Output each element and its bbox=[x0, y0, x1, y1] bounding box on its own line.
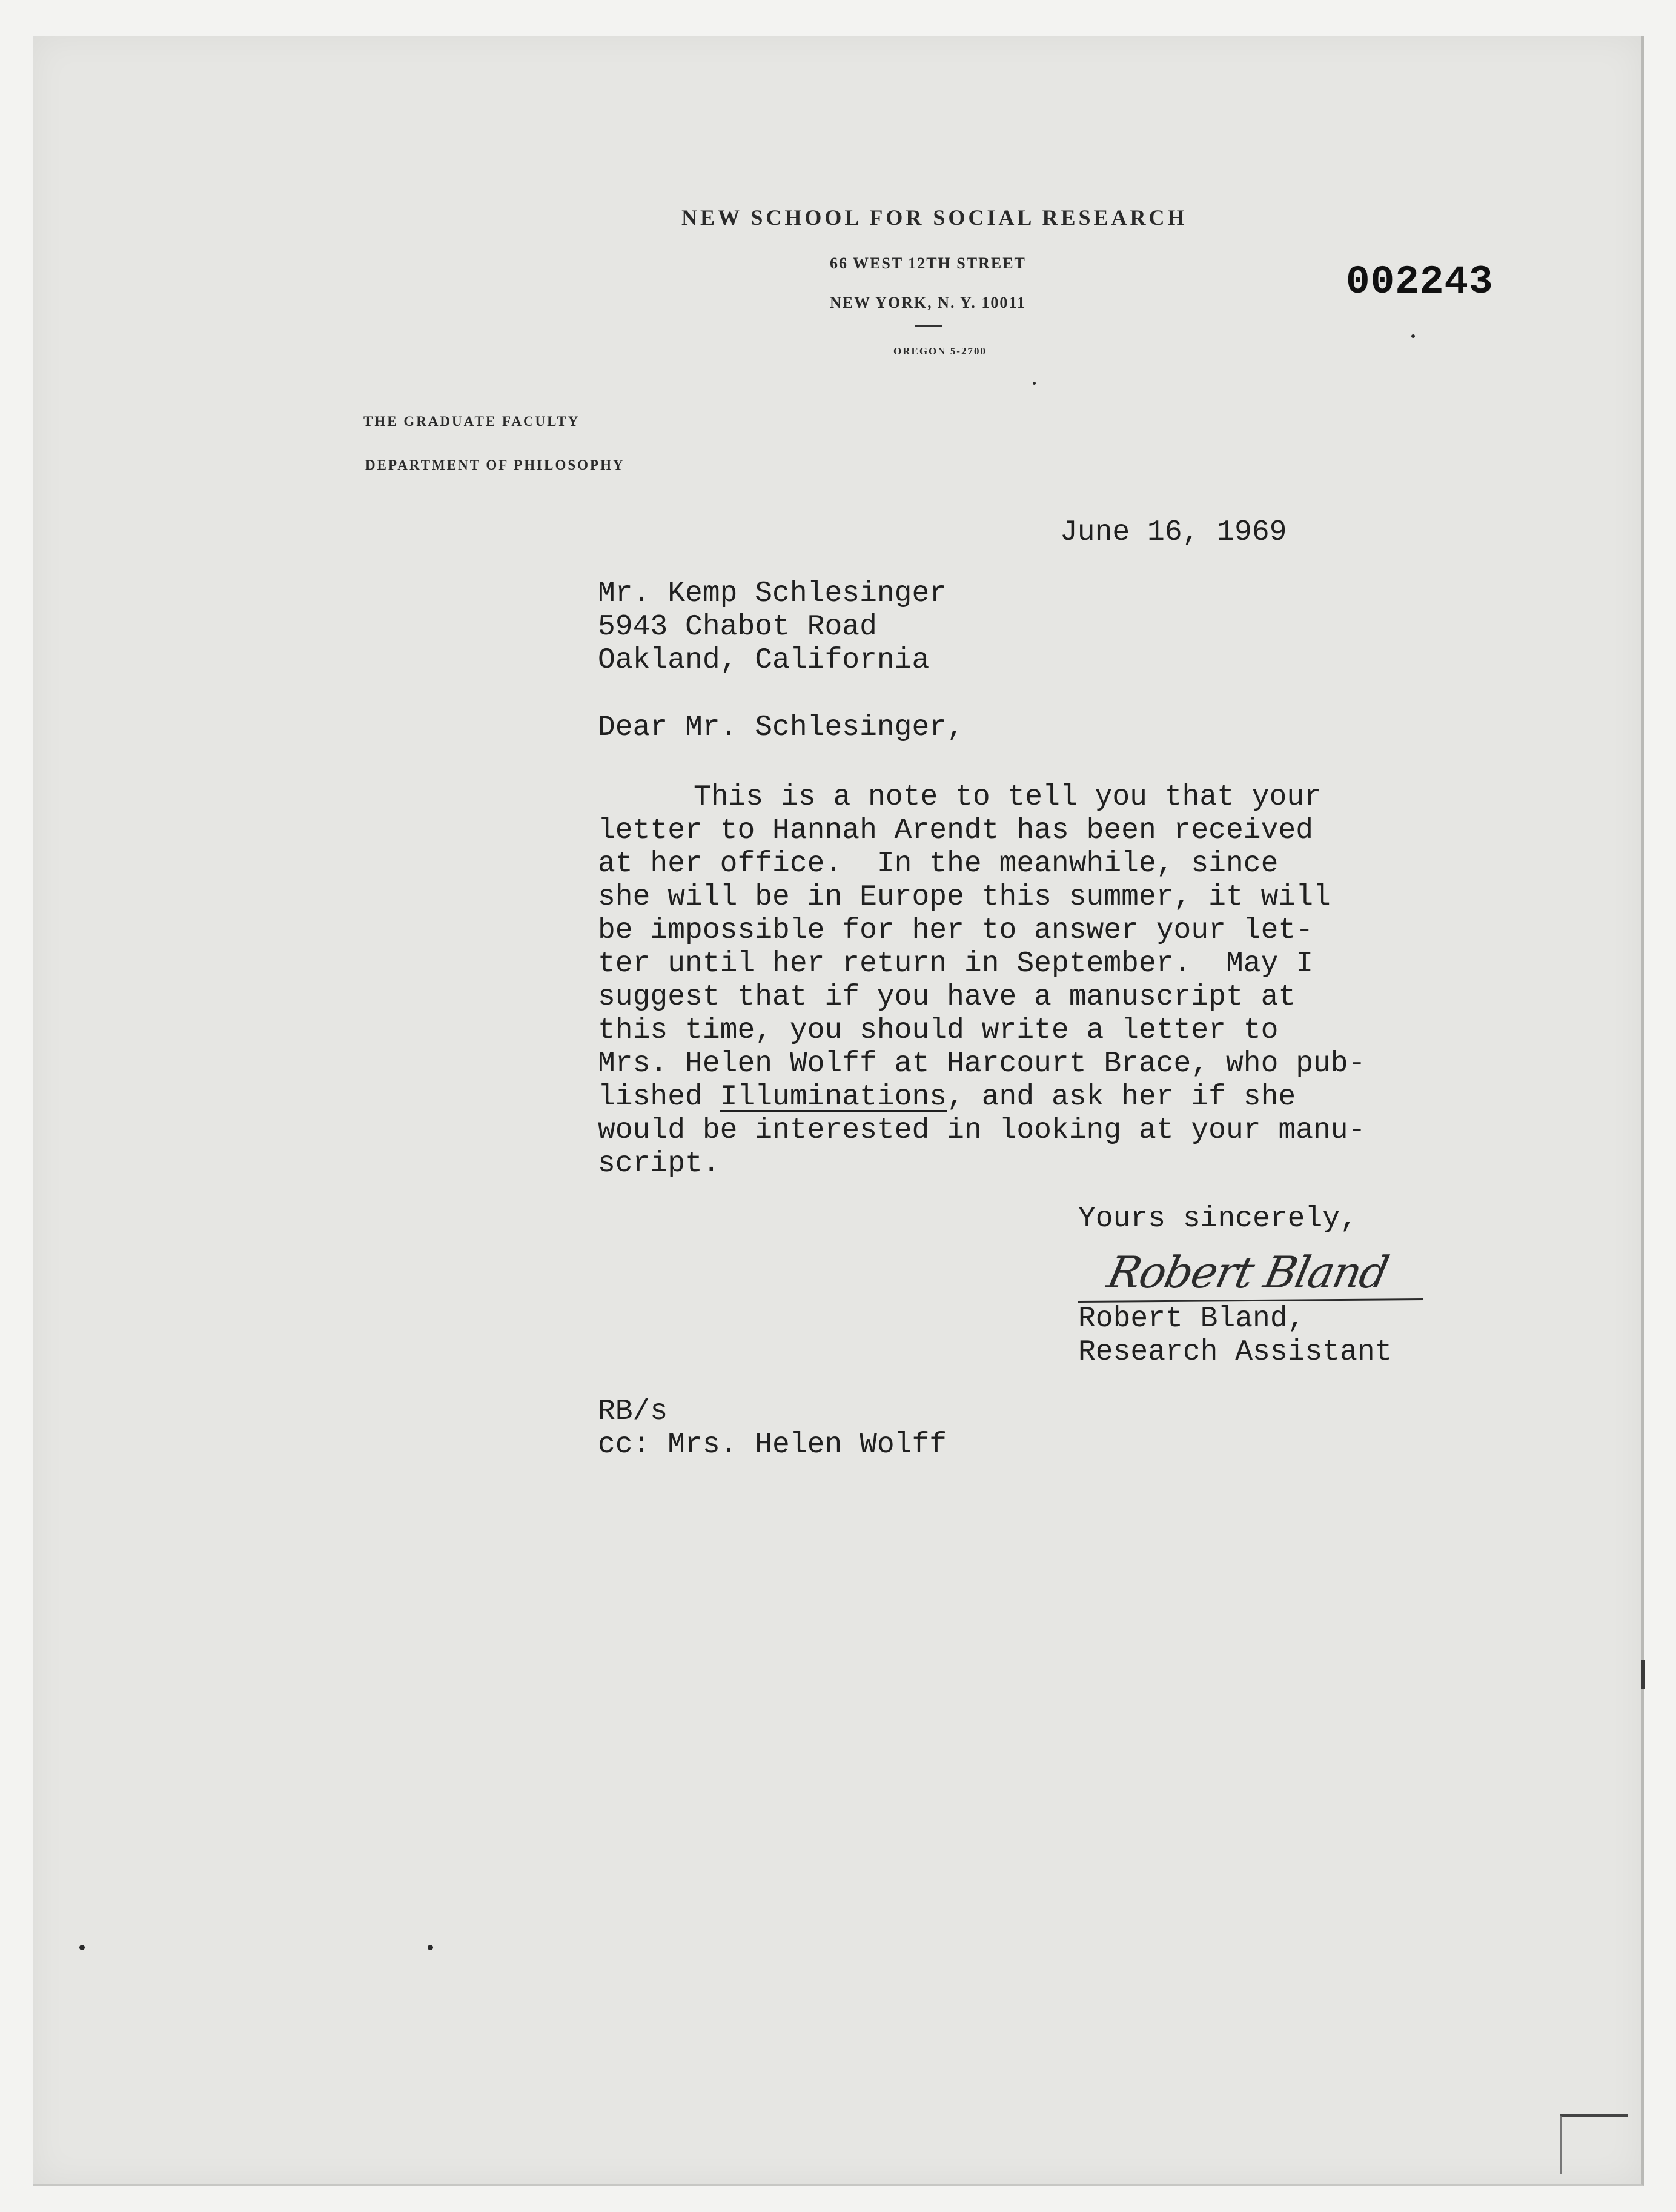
body-line bbox=[598, 1081, 1296, 1114]
body-text: lished bbox=[598, 1081, 720, 1114]
body-line: This is a note to tell you that your bbox=[694, 781, 1322, 814]
book-title-illuminations: Illuminations bbox=[720, 1081, 947, 1114]
salutation: Dear Mr. Schlesinger, bbox=[598, 711, 964, 744]
body-line: script. bbox=[598, 1148, 720, 1180]
body-line: ter until her return in September. May I bbox=[598, 948, 1313, 980]
letterhead-institution: NEW SCHOOL FOR SOCIAL RESEARCH bbox=[681, 205, 1188, 230]
body-line: at her office. In the meanwhile, since bbox=[598, 848, 1279, 880]
body-line: be impossible for her to answer your let- bbox=[598, 914, 1313, 947]
edge-mark bbox=[1641, 1660, 1645, 1689]
scan-speck bbox=[79, 1945, 85, 1950]
handwritten-signature: Robert Bland bbox=[1103, 1247, 1393, 1298]
recipient-city: Oakland, California bbox=[598, 644, 930, 677]
scan-speck bbox=[428, 1945, 433, 1950]
body-line: suggest that if you have a manuscript at bbox=[598, 981, 1296, 1014]
body-line: this time, you should write a letter to bbox=[598, 1014, 1279, 1047]
body-text: , and ask her if she bbox=[947, 1081, 1296, 1114]
letterhead-street: 66 WEST 12TH STREET bbox=[830, 254, 1026, 272]
letterhead-divider bbox=[915, 325, 942, 327]
letter-date: June 16, 1969 bbox=[1060, 516, 1287, 549]
typist-initials: RB/s bbox=[598, 1395, 668, 1428]
scan-speck bbox=[1411, 334, 1415, 338]
letterhead-city: NEW YORK, N. Y. 10011 bbox=[830, 294, 1026, 311]
document-number-stamp: 002243 bbox=[1346, 259, 1494, 305]
body-line: Mrs. Helen Wolff at Harcourt Brace, who pub- bbox=[598, 1048, 1366, 1080]
letterhead-phone: OREGON 5-2700 bbox=[893, 345, 987, 357]
corner-mark bbox=[1560, 2114, 1628, 2174]
recipient-street: 5943 Chabot Road bbox=[598, 611, 877, 643]
body-line: would be interested in looking at your manu- bbox=[598, 1114, 1366, 1147]
body-line: she will be in Europe this summer, it will bbox=[598, 881, 1331, 914]
sender-name: Robert Bland, bbox=[1078, 1303, 1305, 1335]
body-line: letter to Hannah Arendt has been received bbox=[598, 814, 1313, 847]
scan-speck bbox=[1033, 382, 1036, 385]
carbon-copy-line: cc: Mrs. Helen Wolff bbox=[598, 1429, 947, 1461]
sender-title: Research Assistant bbox=[1078, 1336, 1393, 1369]
closing: Yours sincerely, bbox=[1078, 1203, 1357, 1235]
recipient-name: Mr. Kemp Schlesinger bbox=[598, 577, 947, 610]
letterhead-faculty: THE GRADUATE FACULTY bbox=[363, 414, 580, 429]
letterhead-department: DEPARTMENT OF PHILOSOPHY bbox=[365, 457, 625, 473]
